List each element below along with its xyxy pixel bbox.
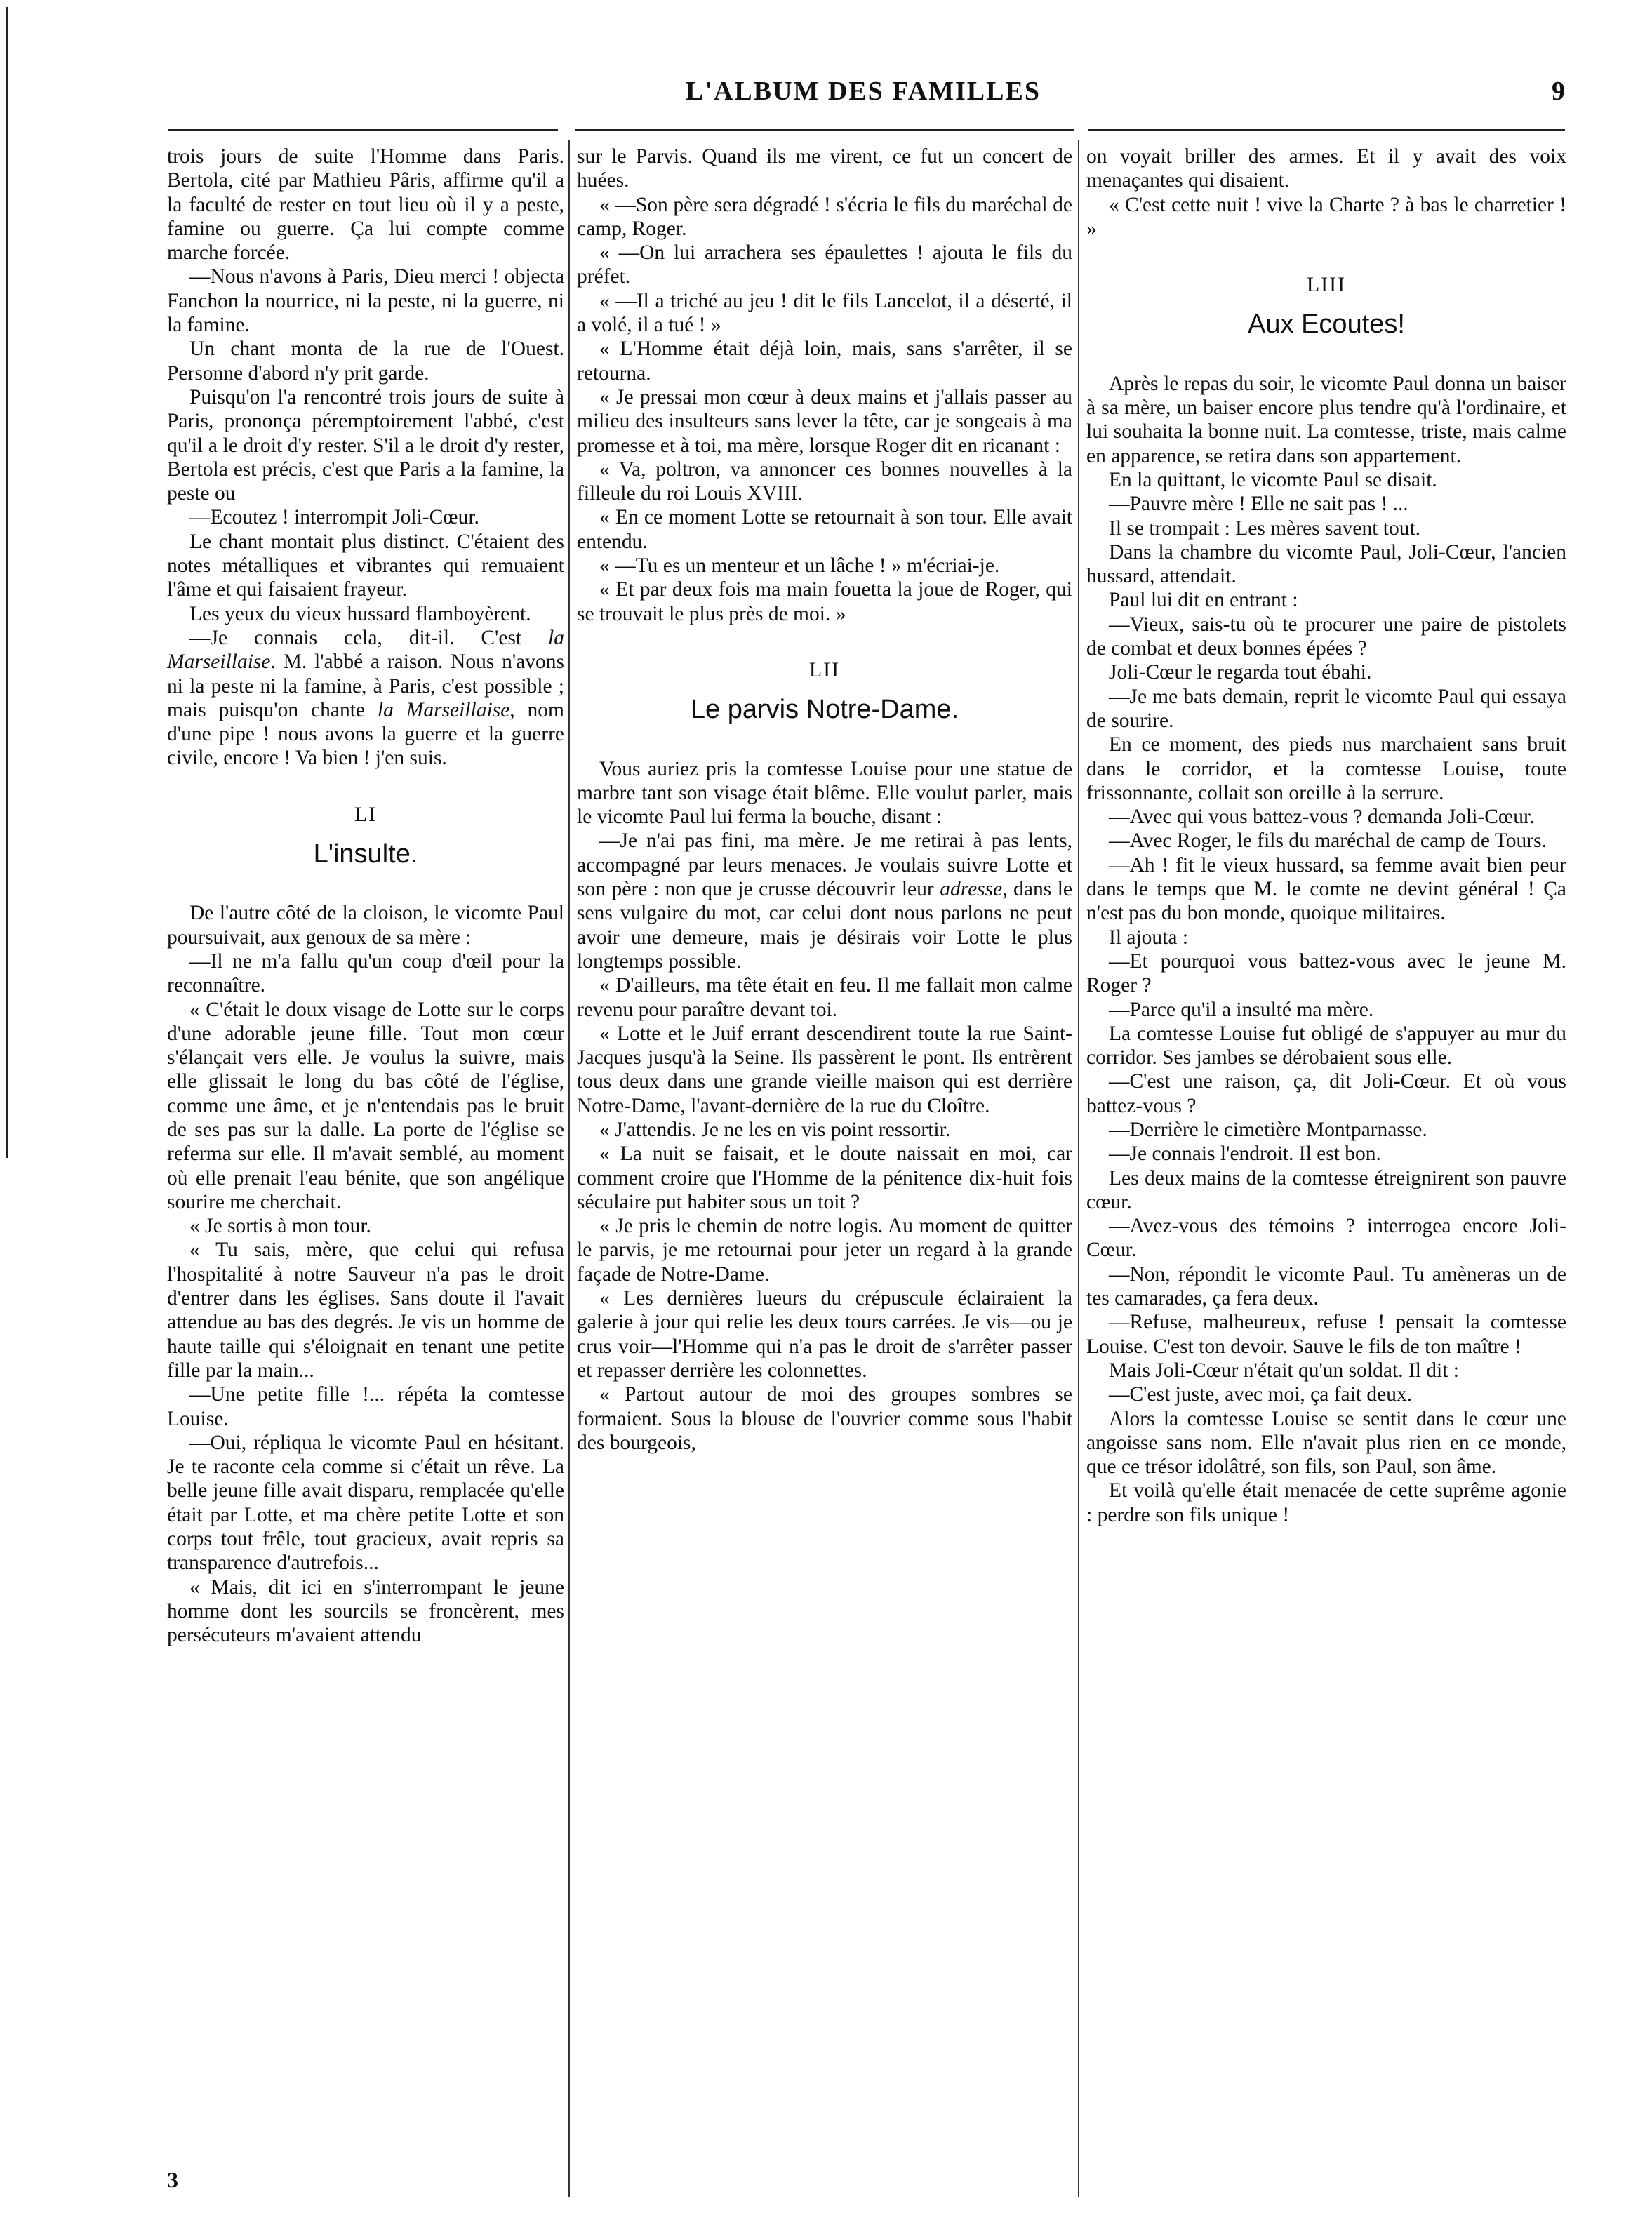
paragraph: Un chant monta de la rue de l'Ouest. Personne d'abord n'y prit garde. — [167, 338, 564, 385]
text-column-1 — [167, 145, 564, 2180]
paragraph: sur le Parvis. Quand ils me virent, ce fut un concert de huées. — [577, 145, 1072, 192]
text-run: —Je connais cela, dit-il. C'est — [189, 626, 549, 649]
page-header — [161, 76, 1565, 118]
paragraph: Puisqu'on l'a rencontré trois jours de suite à Paris, prononça péremptoirement l'abbé, c'est qu'il a le droit d'y rester. S'il a le droit d'y rester, Bertola est précis, c'est que Paris a la famine, la peste ou — [167, 385, 564, 505]
paragraph: En la quittant, le vicomte Paul se disait. — [1109, 468, 1437, 491]
text-column-2 — [577, 145, 1072, 2180]
paragraph: « Je pris le chemin de notre logis. Au moment de quitter le parvis, je me retournai pour jeter un regard à la grande façade de Notre-Dame. — [577, 1215, 1072, 1286]
paragraph: « —Il a triché au jeu ! dit le fils Lancelot, il a déserté, il a volé, il a tué ! » — [577, 289, 1072, 337]
paragraph: —Pauvre mère ! Elle ne sait pas ! ... — [1109, 493, 1408, 516]
paragraph: —Avez-vous des témoins ? interrogea encore Joli-Cœur. — [1086, 1215, 1566, 1262]
paragraph: « Je sortis à mon tour. — [189, 1215, 371, 1238]
paragraph: « Partout autour de moi des groupes sombres se formaient. Sous la blouse de l'ouvrier comme sous l'habit des bourgeois, — [577, 1383, 1072, 1454]
paragraph: « Je pressai mon cœur à deux mains et j'allais passer au milieu des insulteurs sans lever la tête, car je songeais à ma promesse et à toi, ma mère, lorsque Roger dit en ricanant : — [577, 385, 1072, 457]
chapter-title: Aux Ecoutes! — [1248, 309, 1405, 340]
paragraph: —Une petite fille !... répéta la comtesse Louise. — [167, 1383, 564, 1430]
paragraph: « C'était le doux visage de Lotte sur le corps d'une adorable jeune fille. Tout mon cœur s'élançait vers elle. Je voulus la suivre, mais elle glissait le long du bas côté de l'église, comme une âme, et je n'entendais pas le bruit de ses pas sur la dalle. La porte de l'église se referma sur elle. Il m'avait semblé, au moment où elle prenait l'eau bénite, que son angélique sourire me cherchait. — [167, 998, 564, 1213]
paragraph: Après le repas du soir, le vicomte Paul donna un baiser à sa mère, un baiser encore plus tendre qu'à l'ordinaire, et lui souhaita la bonne nuit. La comtesse, triste, mais calme en apparence, se retira dans son appartement. — [1086, 372, 1566, 467]
paragraph: —Je connais l'endroit. Il est bon. — [1109, 1142, 1381, 1166]
paragraph: —Ecoutez ! interrompit Joli-Cœur. — [189, 506, 479, 529]
paragraph: —Refuse, malheureux, refuse ! pensait la comtesse Louise. C'est ton devoir. Sauve le fils de ton maître ! — [1086, 1311, 1566, 1358]
paragraph: « Et par deux fois ma main fouetta la joue de Roger, qui se trouvait le plus près de moi. » — [577, 578, 1072, 625]
paragraph: « —Tu es un menteur et un lâche ! » m'écriai-je. — [599, 554, 1000, 578]
chapter-number: LII — [808, 658, 841, 681]
scan-edge-line — [6, 7, 8, 1158]
paragraph: —C'est juste, avec moi, ça fait deux. — [1109, 1383, 1413, 1406]
signature-mark: 3 — [167, 2167, 178, 2192]
paragraph: « C'est cette nuit ! vive la Charte ? à bas le charretier ! » — [1086, 193, 1566, 240]
column-divider — [1078, 140, 1079, 2197]
paragraph: « J'attendis. Je ne les en vis point ressortir. — [599, 1118, 951, 1141]
publication-title: L'ALBUM DES FAMILLES — [686, 76, 1041, 106]
paragraph: Alors la comtesse Louise se sentit dans le cœur une angoisse sans nom. Elle n'avait plus rien en ce monde, que ce trésor idolâtré, son fils, son Paul, son âme. — [1086, 1407, 1566, 1479]
paragraph — [577, 829, 1072, 973]
italic-word: adresse — [940, 878, 1003, 901]
paragraph: « L'Homme était déjà loin, mais, sans s'arrêter, il se retourna. — [577, 338, 1072, 385]
column-divider — [568, 140, 570, 2197]
paragraph: La comtesse Louise fut obligé de s'appuyer au mur du corridor. Ses jambes se dérobaient sous elle. — [1086, 1022, 1566, 1069]
paragraph: « —Son père sera dégradé ! s'écria le fils du maréchal de camp, Roger. — [577, 193, 1072, 240]
paragraph: Les yeux du vieux hussard flamboyèrent. — [189, 602, 531, 625]
text-run: . M. l'abbé a raison. Nous n'avons ni la peste ni la famine, à Paris, c'est possible ; mais puisqu'on chante — [167, 651, 564, 721]
paragraph: —Avec qui vous battez-vous ? demanda Joli-Cœur. — [1109, 806, 1535, 829]
paragraph: —C'est une raison, ça, dit Joli-Cœur. Et où vous battez-vous ? — [1086, 1070, 1566, 1117]
paragraph: « D'ailleurs, ma tête était en feu. Il me fallait mon calme revenu pour paraître devant toi. — [577, 974, 1072, 1021]
paragraph: « Va, poltron, va annoncer ces bonnes nouvelles à la filleule du roi Louis XVIII. — [577, 458, 1072, 505]
paragraph: Il ajouta : — [1109, 926, 1189, 949]
paragraph: —Oui, répliqua le vicomte Paul en hésitant. Je te raconte cela comme si c'était un rêve. La belle jeune fille avait disparu, remplacée qu'elle était par Lotte, et ma chère petite Lotte et son corps tout frêle, tout gracieux, avait repris sa transparence d'autrefois... — [167, 1431, 564, 1575]
paragraph: De l'autre côté de la cloison, le vicomte Paul poursuivait, aux genoux de sa mère : — [167, 902, 564, 949]
paragraph: Paul lui dit en entrant : — [1109, 589, 1298, 612]
italic-title: la Marseillaise — [377, 698, 510, 721]
text-run: —Je n'ai pas fini, ma mère. Je me retirai à pas lents, accompagné par leurs menaces. Je voulais suivre Lotte et son père : non que je crusse découvrir leur — [577, 829, 1072, 901]
chapter-number: LIII — [1306, 273, 1347, 297]
paragraph: « En ce moment Lotte se retournait à son tour. Elle avait entendu. — [577, 506, 1072, 553]
paragraph: —Parce qu'il a insulté ma mère. — [1109, 998, 1374, 1021]
paragraph: Le chant montait plus distinct. C'étaient des notes métalliques et vibrantes qui remuaient l'âme et qui faisaient frayeur. — [167, 530, 564, 601]
paragraph: « Les dernières lueurs du crépuscule éclairaient la galerie à jour qui relie les deux tours carrées. Je vis—ou je crus voir—l'Homme qui n'a pas le droit de s'arrêter passer et repasser derrière les colonnettes. — [577, 1287, 1072, 1382]
chapter-title: Le parvis Notre-Dame. — [690, 695, 959, 725]
paragraph: —Avec Roger, le fils du maréchal de camp de Tours. — [1109, 829, 1547, 853]
paragraph: on voyait briller des armes. Et il y avait des voix menaçantes qui disaient. — [1086, 145, 1566, 192]
chapter-number: LI — [354, 802, 378, 826]
paragraph: Mais Joli-Cœur n'était qu'un soldat. Il dit : — [1109, 1359, 1459, 1382]
header-rule — [168, 129, 558, 131]
text-run: , dans le sens vulgaire du mot, car celui dont nous parlons ne peut avoir une demeure, mais je désirais voir Lotte le plus longtemps possible. — [577, 878, 1072, 973]
paragraph: Il se trompait : Les mères savent tout. — [1109, 516, 1421, 540]
paragraph: —Nous n'avons à Paris, Dieu merci ! objecta Fanchon la nourrice, ni la peste, ni la guerre, ni la famine. — [167, 265, 564, 337]
paragraph: « Mais, dit ici en s'interrompant le jeune homme dont les sourcils se froncèrent, mes persécuteurs m'avaient attendu — [167, 1575, 564, 1647]
paragraph: « Lotte et le Juif errant descendirent toute la rue Saint-Jacques jusqu'à la Seine. Ils passèrent le pont. Ils entrèrent tous deux dans une grande vieille maison qui est derrière Notre-Dame, l'avant-dernière de la rue du Cloître. — [577, 1022, 1072, 1117]
paragraph: En ce moment, des pieds nus marchaient sans bruit dans le corridor, et la comtesse Louise, toute frissonnante, collait son oreille à la serrure. — [1086, 733, 1566, 804]
chapter-title: L'insulte. — [313, 839, 418, 869]
paragraph: Joli-Cœur le regarda tout ébahi. — [1109, 661, 1372, 684]
paragraph: —Derrière le cimetière Montparnasse. — [1109, 1118, 1427, 1141]
paragraph: —Et pourquoi vous battez-vous avec le jeune M. Roger ? — [1086, 949, 1566, 997]
paragraph: —Il ne m'a fallu qu'un coup d'œil pour la reconnaître. — [167, 949, 564, 997]
paragraph: Dans la chambre du vicomte Paul, Joli-Cœur, l'ancien hussard, attendait. — [1086, 540, 1566, 588]
paragraph: « Tu sais, mère, que celui qui refusa l'hospitalité à notre Sauveur n'a pas le droit d'entrer dans les églises. Sans doute il l'avait attendue au bas des degrés. Je vis un homme de haute taille qui s'éloignait en tenant une petite fille par la main... — [167, 1239, 564, 1382]
page-number: 9 — [1552, 76, 1565, 106]
paragraph: —Je me bats demain, reprit le vicomte Paul qui essaya de sourire. — [1086, 685, 1566, 732]
paragraph: Les deux mains de la comtesse étreignirent son pauvre cœur. — [1086, 1166, 1566, 1213]
paragraph: Vous auriez pris la comtesse Louise pour une statue de marbre tant son visage était blême. Elle voulut parler, mais le vicomte Paul lui ferma la bouche, disant : — [577, 757, 1072, 829]
paragraph: —Vieux, sais-tu où te procurer une paire de pistolets de combat et deux bonnes épées ? — [1086, 613, 1566, 660]
text-column-3 — [1086, 145, 1566, 2180]
paragraph: trois jours de suite l'Homme dans Paris. Bertola, cité par Mathieu Pâris, affirme qu'il a la faculté de rester en tout lieu où il y a peste, famine ou guerre. Ça lui compte comme marche forcée. — [167, 145, 564, 265]
paragraph: Et voilà qu'elle était menacée de cette suprême agonie : perdre son fils unique ! — [1086, 1479, 1566, 1526]
paragraph: —Ah ! fit le vieux hussard, sa femme avait bien peur dans le temps que M. le comte ne devint général ! Ça n'est pas du bon monde, quoique militaires. — [1086, 853, 1566, 925]
header-rule — [575, 129, 1074, 131]
paragraph: « La nuit se faisait, et le doute naissait en moi, car comment croire que l'Homme de la pénitence dix-huit fois séculaire put habiter sous un toit ? — [577, 1142, 1072, 1213]
header-rule — [1088, 129, 1565, 131]
paragraph — [167, 626, 564, 771]
paragraph: —Non, répondit le vicomte Paul. Tu amèneras un de tes camarades, ça fera deux. — [1086, 1262, 1566, 1310]
paragraph: « —On lui arrachera ses épaulettes ! ajouta le fils du préfet. — [577, 241, 1072, 288]
text-run: , nom d'une pipe ! nous avons la guerre et la guerre civile, encore ! Va bien ! j'en suis. — [167, 698, 564, 770]
italic-title: la Marseillaise — [167, 626, 564, 674]
